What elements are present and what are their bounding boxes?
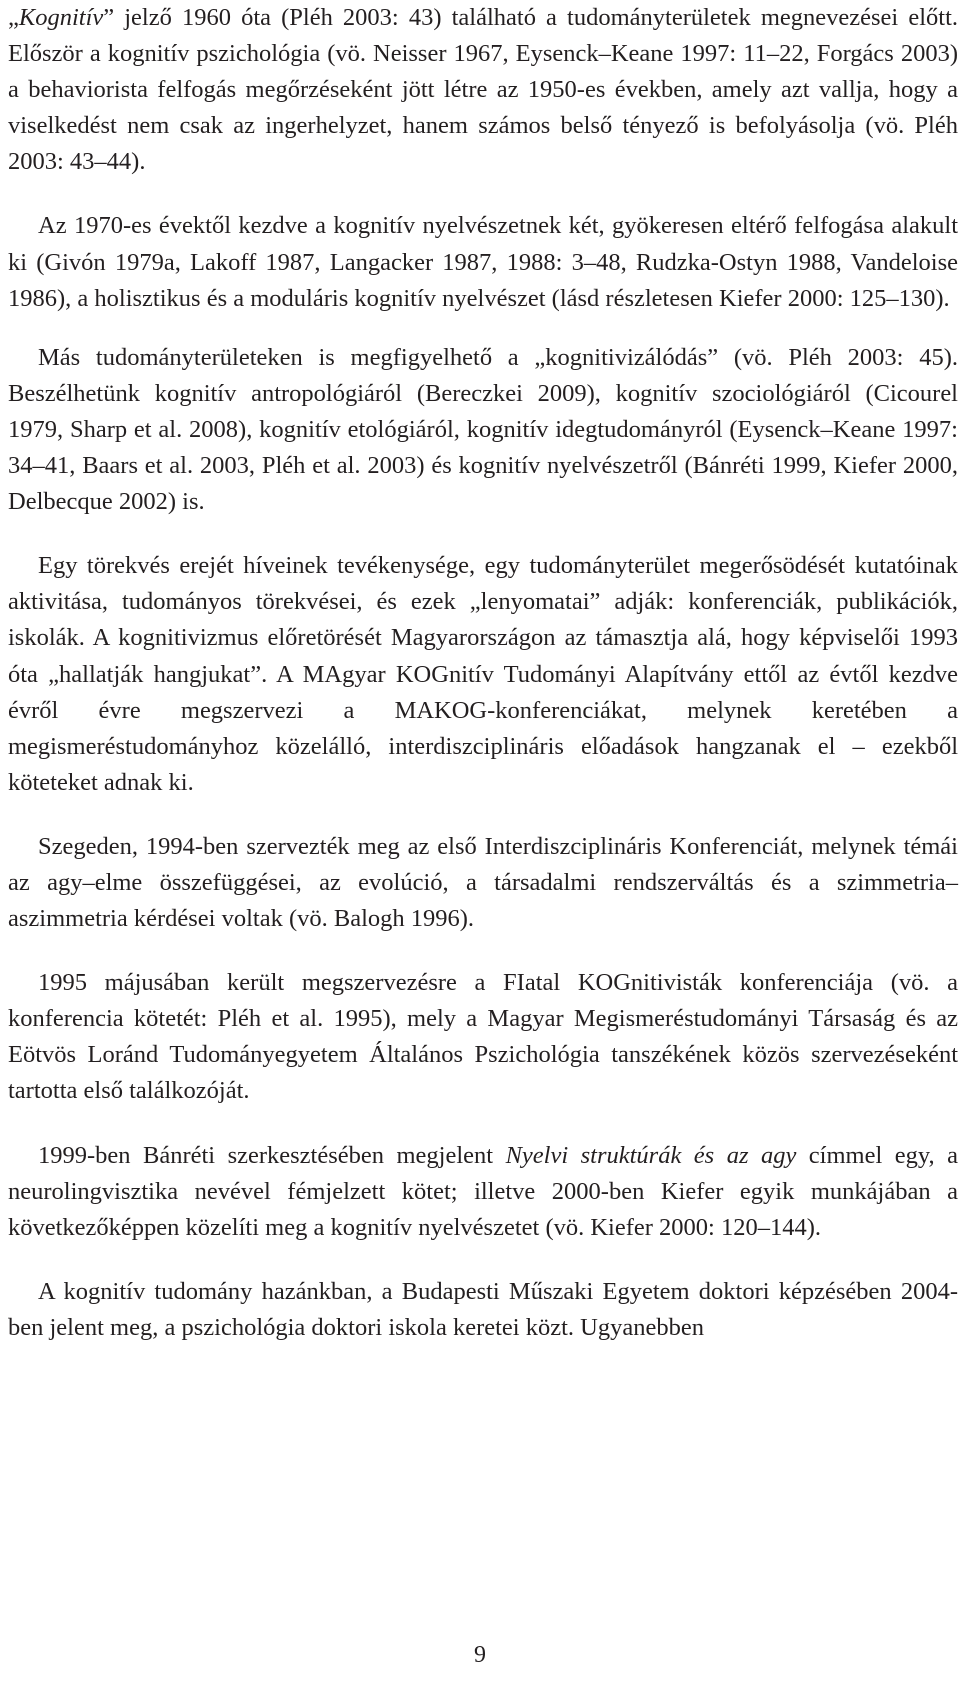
text-segment: Egy törekvés erejét híveinek tevékenysége, egy tudományterület megerősödését kutatóinak aktivitása, tudományos törekvései, és ezek „lenyomatai” adják: konferenciák, publikációk, iskolák. A kognitivizmus előretörését Magyarországon az támasztja alá, hogy képviselői 1993 óta „hallatják hangjukat”. A MAgyar KOGnitív Tudományi Alapítvány ettől az évtől kezdve évről évre megszervezi a MAKOG-konferenciákat, melynek keretében a megismeréstudományhoz közelálló, interdiszciplináris előadások hangzanak el – ezekből köteteket adnak ki. [8, 552, 958, 796]
text-segment: címmel egy, a neurolingvisztika nevével fémjelzett kötet; illetve 2000-ben Kiefer egyik munkájában a következőképpen közelíti meg a kognitív nyelvészetet (vö. Kiefer 2000: 120–144). [8, 1141, 958, 1241]
emphasis-text: Kognitív [18, 4, 104, 31]
paragraph-makog [8, 548, 958, 801]
paragraph-banreti-kiefer [8, 1138, 958, 1246]
text-segment: Más tudományterületeken is megfigyelhető a „kognitivizálódás” (vö. Pléh 2003: 45). Beszélhetünk kognitív antropológiáról (Bereczkei 2009), kognitív szociológiáról (Cicourel 1979, Sharp et al. 2008), kognitív etológiáról, kognitív idegtudományról (Eysenck–Keane 1997: 34–41, Baars et al. 2003, Pléh et al. 2003) és kognitív nyelvészetről (Bánréti 1999, Kiefer 2000, Delbecque 2002) is. [8, 343, 958, 516]
text-segment: „ [8, 4, 19, 31]
document-page [8, 0, 958, 1346]
text-segment: ” jelző 1960 óta (Pléh 2003: 43) található a tudományterületek megnevezései előtt. Először a kognitív pszichológia (vö. Neisser 1967, Eysenck–Keane 1997: 11–22, Forgács 2003) a behaviorista felfogás megőrzéseként jött létre az 1950-es években, amely azt vallja, hogy a viselkedést nem csak az ingerhelyzet, hanem számos belső tényező is befolyásolja (vö. Pléh 2003: 43–44). [8, 4, 958, 176]
text-segment: 1995 májusában került megszervezésre a FIatal KOGnitivisták konferenciája (vö. a konferencia kötetét: Pléh et al. 1995), mely a Magyar Megismeréstudományi Társaság és az Eötvös Loránd Tudományegyetem Általános Pszichológia tanszékének közös szervezéseként tartotta első találkozóját. [8, 969, 958, 1105]
paragraph-fikog [8, 965, 958, 1109]
text-segment: A kognitív tudomány hazánkban, a Budapesti Műszaki Egyetem doktori képzésében 2004-ben jelent meg, a pszichológia doktori iskola keretei közt. Ugyanebben [8, 1277, 958, 1341]
text-segment: Az 1970-es évektől kezdve a kognitív nyelvészetnek két, gyökeresen eltérő felfogása alakult ki (Givón 1979a, Lakoff 1987, Langacker 1987, 1988: 3–48, Rudzka-Ostyn 1988, Vandeloise 1986), a holisztikus és a moduláris kognitív nyelvészet (lásd részletesen Kiefer 2000: 125–130). [8, 212, 958, 312]
book-title-text: Nyelvi struktúrák és az agy [505, 1141, 797, 1169]
page-number: 9 [474, 1642, 486, 1668]
text-segment: 1999-ben Bánréti szerkesztésében megjelent [38, 1141, 506, 1169]
paragraph-szeged-konferencia [8, 829, 958, 937]
paragraph-bme-doktori [8, 1274, 958, 1346]
text-segment: Szegeden, 1994-ben szervezték meg az első Interdiszciplináris Konferenciát, melynek témái az agy–elme összefüggései, az evolúció, a társadalmi rendszerváltás és a szimmetria–aszimmetria kérdései voltak (vö. Balogh 1996). [8, 832, 958, 933]
paragraph-kognitiv-nyelveszet [8, 208, 958, 316]
paragraph-kognitivizalodas [8, 340, 958, 520]
paragraph-kognitiv-jelzo [8, 0, 958, 180]
